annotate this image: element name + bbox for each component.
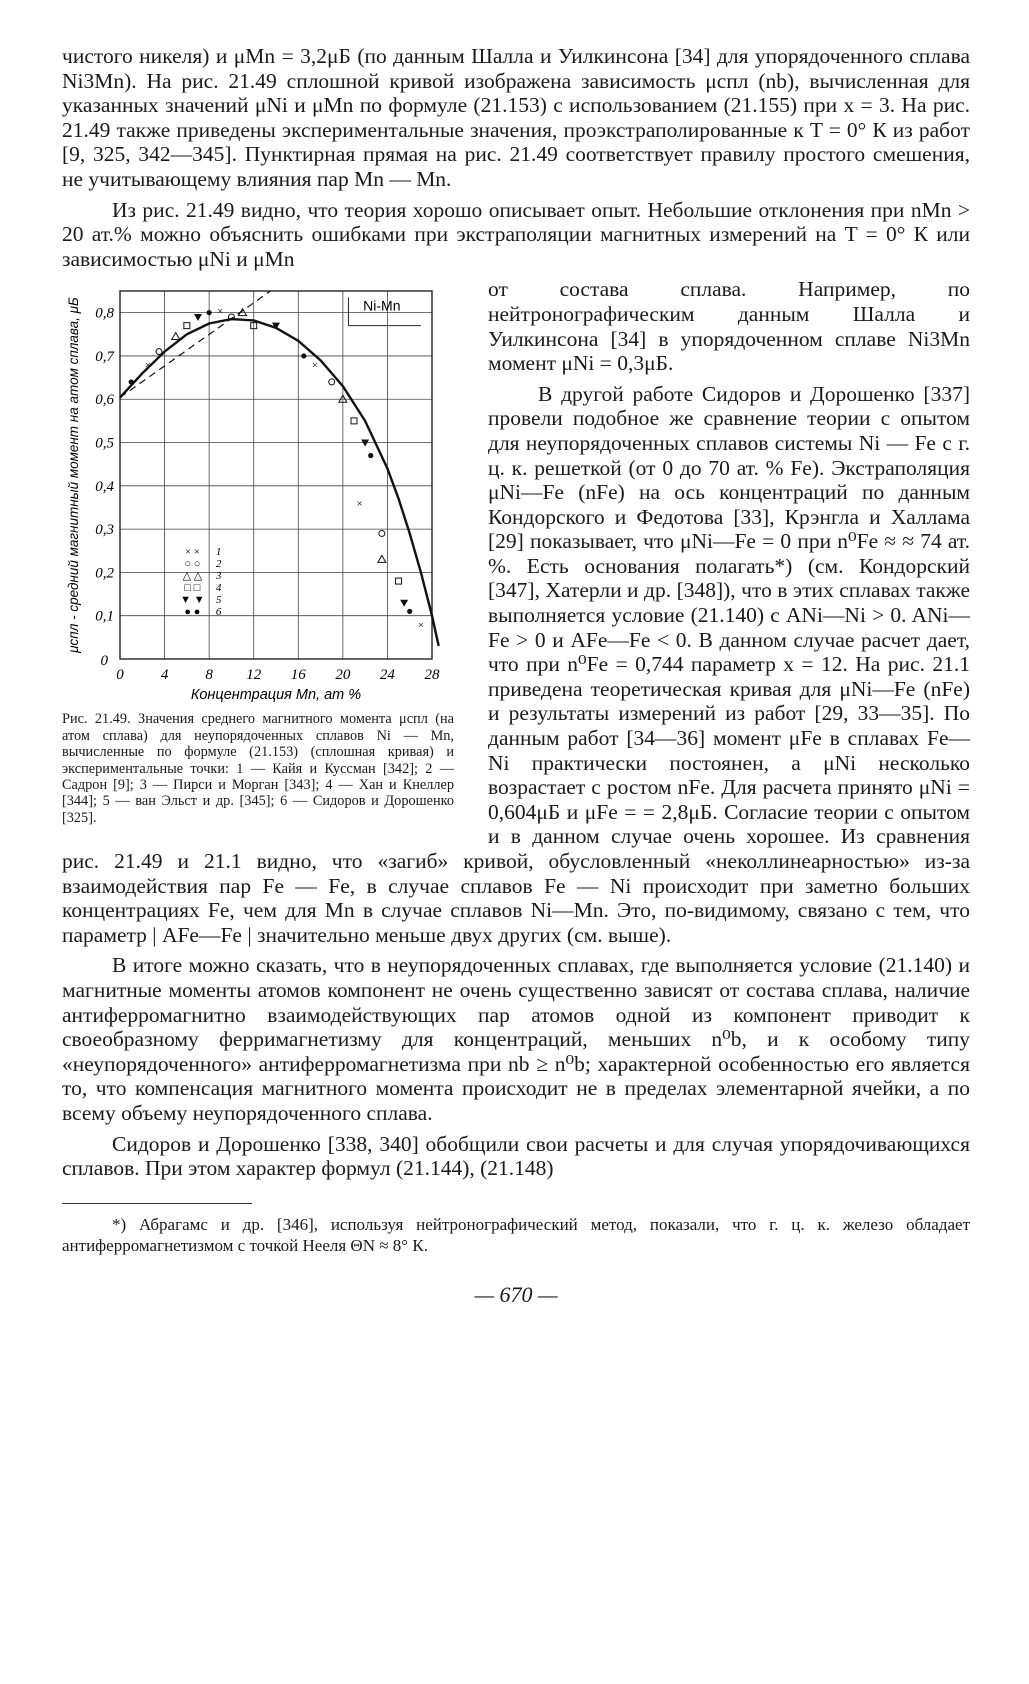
legend-symbol: ● ● bbox=[184, 606, 201, 619]
data-point bbox=[361, 440, 369, 447]
data-point: × bbox=[311, 359, 319, 372]
x-tick-label: 4 bbox=[160, 667, 169, 684]
y-tick-label: 0,5 bbox=[95, 435, 114, 452]
inset-label: Ni-Mn bbox=[363, 297, 401, 314]
data-point bbox=[301, 354, 306, 359]
paragraph-2: Из рис. 21.49 видно, что теория хорошо описывает опыт. Небольшие отклонения при nMn > 20 ат.% можно объяснить ошибками при экстраполяции магнитных измерений на T = 0° К или зависимостью μNi и μMn bbox=[62, 197, 970, 271]
legend-symbol: × × bbox=[184, 546, 201, 559]
x-tick-label: 20 bbox=[335, 667, 351, 684]
data-point bbox=[396, 578, 402, 584]
legend-symbol: □ □ bbox=[184, 582, 201, 595]
book-page bbox=[62, 44, 970, 1308]
data-point: × bbox=[144, 359, 151, 372]
legend-number: 6 bbox=[215, 606, 222, 619]
x-tick-label: 16 bbox=[290, 667, 306, 684]
data-point: × bbox=[356, 498, 363, 511]
theory-curve bbox=[120, 319, 439, 646]
chart-svg bbox=[62, 279, 462, 709]
x-axis-label: Концентрация Mn, ат % bbox=[190, 687, 362, 704]
figure-caption: Рис. 21.49. Значения среднего магнитного момента μспл (на атом сплава) для неупорядоченных сплавов Ni — Mn, вычисленные по формуле (21.153) (сплошная кривая) и экспериментальные точки: 1 — Кайя и Куссман [342]; 2 — Садрон [9]; 3 — Пирси и Морган [343]; 4 — Хан и Кнеллер [344]; 5 — ван Эльст и др. [345]; 6 — Сидоров и Дорошенко [325]. bbox=[62, 711, 454, 826]
data-point: × bbox=[217, 305, 224, 318]
legend-number: 2 bbox=[215, 558, 222, 571]
mixing-rule-line bbox=[120, 291, 270, 398]
data-point bbox=[400, 600, 408, 607]
legend-symbol: ○ ○ bbox=[184, 558, 201, 571]
x-tick-label: 12 bbox=[246, 667, 262, 684]
x-tick-label: 0 bbox=[116, 667, 124, 684]
footnote: *) Абрагамс и др. [346], используя нейтронографический метод, показали, что г. ц. к. железо обладает антиферромагнетизмом с точкой Нееля ΘN ≈ 8° К. bbox=[62, 1214, 970, 1255]
y-tick-label: 0,8 bbox=[95, 305, 114, 322]
y-tick-label: 0,2 bbox=[95, 565, 114, 582]
legend-number: 5 bbox=[215, 594, 222, 607]
data-point bbox=[129, 380, 134, 385]
x-tick-label: 28 bbox=[424, 667, 440, 684]
data-point bbox=[368, 453, 373, 458]
paragraph-4: В другой работе Сидоров и Дорошенко [337] провели подобное же сравнение теории с опытом для неупорядоченных сплавов системы Ni — Fe с г. ц. к. решеткой (от 0 до 70 ат. % Fe). Экстраполяция μNi—Fe (nFe) на ось концентраций по данным Кондорского и Федотова [33], Крэнгла и Халлама [29] показывает, что μNi—Fe = 0 при n⁰Fe ≈ ≈ 74 ат. %. Есть основания полагать*) (см. Кондорский [347], Хатерли и др. [348]), что в этих сплавах также выполняется условие (21.140) с ANi—Ni > 0. ANi—Fe > 0 и AFe—Fe < 0. В данном случае расчет дает, что при n⁰Fe = 0,744 параметр x = 12. На рис. 21.1 приведена теоретическая кривая для μNi—Fe (nFe) и результаты измерений из работ [29, 33—35]. По данным работ [34—36] момент μFe в сплавах Fe—Ni практически постоянен, а μNi несколько возрастает с ростом nFe. Для расчета принято μNi = 0,604μБ и μFe = = 2,8μБ. Согласие теории с опытом и в данном случае очень хорошее. Из сравнения рис. 21.49 и 21.1 видно, что «загиб» кривой, обусловленный «неколлинеарностью» из-за взаимодействия пар Fe — Fe, в случае сплавов Fe — Ni происходит при заметно больших концентрациях Fe, чем для Mn в случае сплавов Ni—Mn. Это, по-видимому, связано с тем, что параметр | AFe—Fe | значительно меньше двух других (см. выше). bbox=[62, 381, 970, 947]
data-point bbox=[194, 314, 202, 321]
data-point bbox=[379, 531, 385, 537]
data-point bbox=[351, 418, 357, 424]
paragraph-3: от состава сплава. Например, по нейтронографическим данным Шалла и Уилкинсона [34] в упорядоченном сплаве Ni3Mn момент μNi = 0,3μБ. bbox=[488, 277, 970, 376]
y-tick-label: 0,7 bbox=[95, 349, 114, 366]
legend-number: 4 bbox=[215, 582, 222, 595]
data-point bbox=[184, 323, 190, 329]
y-tick-label: 0,6 bbox=[95, 392, 114, 409]
x-tick-label: 8 bbox=[205, 667, 213, 684]
y-axis-label: μспл - средний магнитный момент на атом сплава, μБ bbox=[66, 297, 81, 654]
figure-21-49 bbox=[62, 279, 462, 826]
y-tick-label: 0,1 bbox=[95, 609, 114, 626]
plot-frame bbox=[120, 291, 432, 659]
paragraph-6: Сидоров и Дорошенко [338, 340] обобщили свои расчеты и для случая упорядочивающихся сплавов. При этом характер формул (21.144), (21.148) bbox=[62, 1131, 970, 1181]
data-point bbox=[207, 310, 212, 315]
legend-number: 3 bbox=[215, 570, 222, 583]
data-point bbox=[378, 556, 386, 563]
data-point bbox=[407, 609, 412, 614]
legend-symbol: ▼ ▼ bbox=[180, 594, 205, 607]
y-tick-label: 0,4 bbox=[95, 479, 114, 496]
data-point bbox=[329, 379, 335, 385]
data-point: × bbox=[417, 619, 424, 632]
data-point bbox=[172, 333, 180, 340]
origin-label: 0 bbox=[100, 653, 108, 670]
legend-number: 1 bbox=[215, 546, 222, 559]
paragraph-1: чистого никеля) и μMn = 3,2μБ (по данным Шалла и Уилкинсона [34] для упорядоченного сплава Ni3Mn). На рис. 21.49 сплошной кривой изображена зависимость μспл (nb), вычисленная для указанных значений μNi и μMn по формуле (21.153) с использованием (21.155) при x = 3. На рис. 21.49 также приведены экспериментальные значения, проэкстраполированные к T = 0° К из работ [9, 325, 342—345]. Пунктирная прямая на рис. 21.49 соответствует правилу простого смешения, не учитывающему влияния пар Mn — Mn. bbox=[62, 44, 970, 191]
data-point bbox=[156, 349, 162, 355]
x-tick-label: 24 bbox=[379, 667, 395, 684]
legend-symbol: △ △ bbox=[182, 570, 203, 583]
y-tick-label: 0,3 bbox=[95, 522, 114, 539]
paragraph-5: В итоге можно сказать, что в неупорядоченных сплавах, где выполняется условие (21.140) и магнитные моменты атомов компонент не очень существенно зависят от состава сплава, наличие антиферромагнитно взаимодействующих пар атомов одной из компонент приводит к своеобразному ферримагнетизму для концентраций, меньших n⁰b, и к особому типу «неупорядоченного» антиферромагнетизма при nb ≥ n⁰b; характерной особенностью его является то, что компенсация магнитного момента происходит не в пределах элементарной ячейки, а по всему объему неупорядоченного сплава. bbox=[62, 953, 970, 1125]
footnote-rule bbox=[62, 1203, 252, 1204]
page-number: — 670 — bbox=[474, 1281, 558, 1307]
